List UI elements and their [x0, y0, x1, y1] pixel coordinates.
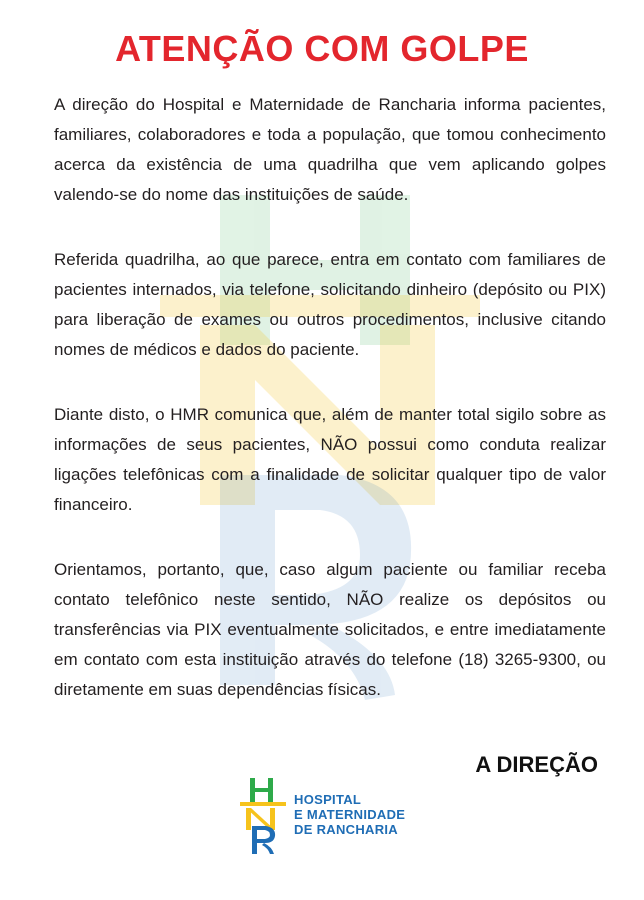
notice-paragraph-3: Diante disto, o HMR comunica que, além de manter total sigilo sobre as informações de seus pacientes, NÃO possui como conduta realizar ligações telefônicas com a finalidade de solicitar qualquer tipo de valor financeiro. [54, 405, 606, 514]
notice-paragraph-4: Orientamos, portanto, que, caso algum paciente ou familiar receba contato telefônico neste sentido, NÃO realize os depósitos ou transferências via PIX eventualmente solicitados, e entre imediatamente em contato com esta instituição através do telefone (18) 3265-9300, ou diretamente em suas dependências físicas. [54, 560, 606, 699]
hospital-name [294, 792, 405, 837]
signature: A DIREÇÃO [475, 752, 598, 777]
notice-paragraph-2: Referida quadrilha, ao que parece, entra em contato com familiares de pacientes internados, via telefone, solicitando dinheiro (depósito ou PIX) para liberação de exames ou outros procedimentos, inclusive citando nomes de médicos e dados do paciente. [54, 250, 606, 359]
notice-title: ATENÇÃO COM GOLPE [115, 28, 529, 69]
notice-body [54, 90, 606, 740]
notice-paragraph-1: A direção do Hospital e Maternidade de Rancharia informa pacientes, familiares, colaboradores e toda a população, que tomou conhecimento acerca da existência de uma quadrilha que vem aplicando golpes valendo-se do nome das instituições de saúde. [54, 95, 606, 204]
hospital-name-line-1: HOSPITAL [294, 792, 362, 807]
hospital-name-line-3: DE RANCHARIA [294, 822, 398, 837]
hmr-monogram-icon [238, 776, 290, 856]
hospital-name-line-2: E MATERNIDADE [294, 807, 406, 822]
hospital-logo [238, 776, 438, 856]
